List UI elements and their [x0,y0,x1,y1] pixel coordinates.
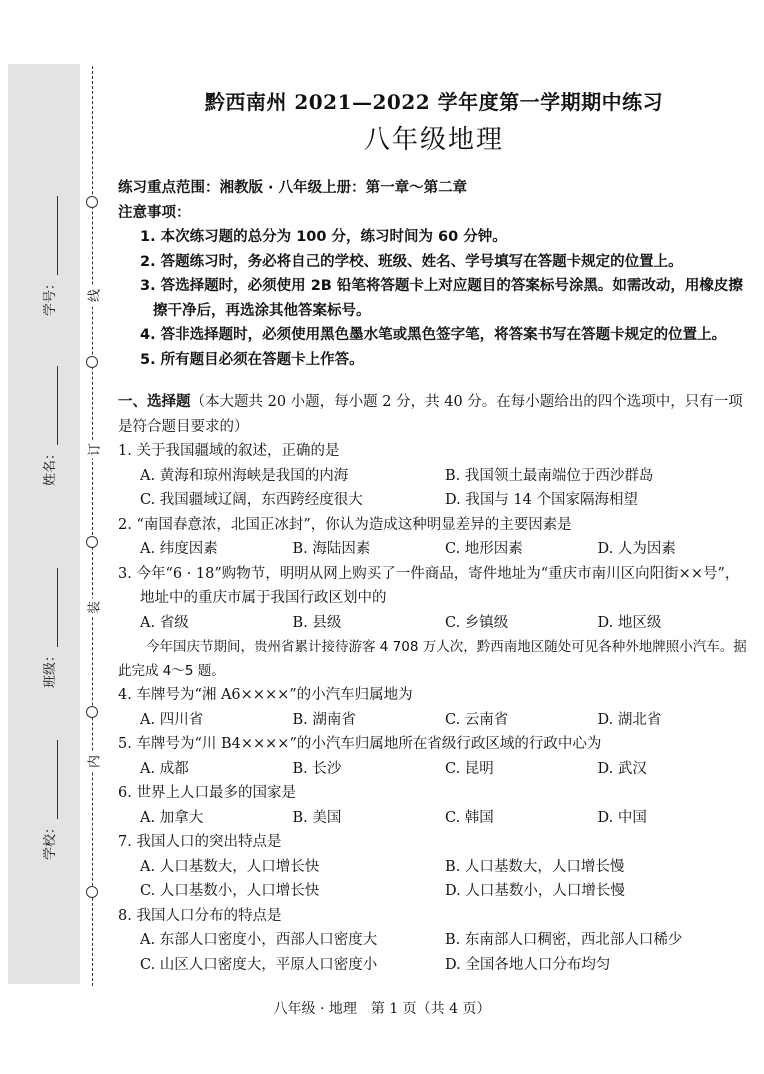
question-1: 1. 关于我国疆域的叙述，正确的是 [118,443,340,459]
binding-char-nei: 内 [84,753,103,771]
option[interactable]: C. 人口基数小，人口增长快 [140,883,320,899]
question-3-cont: 地址中的重庆市属于我国行政区划中的 [140,590,387,606]
notice-item: 2. 答题练习时，务必将自己的学校、班级、姓名、学号填写在答题卡规定的位置上。 [140,253,683,270]
option[interactable]: A. 加拿大 [140,809,204,826]
option[interactable]: A. 纬度因素 [140,541,218,557]
school-label: 学校： [43,820,58,860]
option[interactable]: B. 我国领土最南端位于西沙群岛 [445,467,654,484]
section-title: 一、选择题 [118,394,191,410]
option[interactable]: A. 四川省 [140,711,204,728]
options-4 [118,708,750,733]
notice-item: 3. 答选择题时，必须使用 2B 铅笔将答题卡上对应题目的答案标号涂黑。如需改动，用橡皮擦擦干净后，再选涂其他答案标号。 [140,278,743,319]
options-2 [118,537,750,562]
reading-material: 今年国庆节期间，贵州省累计接待游客 4 708 万人次，黔西南地区随处可见各种外地牌照小汽车。据此完成 4～5 题。 [118,639,747,679]
question-5: 5. 车牌号为“川 B4××××”的小汽车归属地所在省级行政区域的行政中心为 [118,736,602,752]
option[interactable]: D. 人口基数小，人口增长慢 [445,883,625,899]
school-field[interactable] [34,740,58,860]
section-desc: （本大题共 20 小题，每小题 2 分，共 40 分。在每小题给出的四个选项中，只有一项是符合题目要求的） [118,394,743,435]
binding-circle [86,196,98,208]
exam-content [118,86,750,977]
page-footer: 八年级 · 地理 第 1 页（共 4 页） [273,1001,491,1017]
notice-item: 1. 本次练习题的总分为 100 分，练习时间为 60 分钟。 [140,229,507,245]
binding-circle [86,886,98,898]
class-label: 班级： [43,648,58,688]
option[interactable]: C. 昆明 [445,760,494,777]
question-2: 2. “南国春意浓，北国正冰封”，你认为造成这种明显差异的主要因素是 [118,516,572,533]
name-field[interactable] [34,366,58,486]
question-3: 3. 今年“6 · 18”购物节，明明从网上购买了一件商品，寄件地址为“重庆市南川区向阳街××号”， [118,565,740,582]
options-1 [118,464,750,513]
notice-item: 5. 所有题目必须在答题卡上作答。 [140,351,364,368]
notice-heading: 注意事项： [118,204,191,221]
option[interactable]: D. 武汉 [597,760,647,777]
option[interactable]: A. 人口基数大，人口增长快 [140,858,320,875]
option[interactable]: C. 云南省 [445,711,509,728]
option[interactable]: C. 乡镇级 [445,614,509,631]
options-6 [118,806,750,831]
option[interactable]: D. 中国 [597,809,647,826]
student-id-label: 学号： [43,276,58,316]
option[interactable]: A. 黄海和琼州海峡是我国的内海 [140,467,349,484]
question-4: 4. 车牌号为“湘 A6××××”的小汽车归属地为 [118,687,413,703]
option[interactable]: D. 地区级 [597,614,662,631]
binding-circle [86,356,98,368]
option[interactable]: C. 我国疆域辽阔，东西跨经度很大 [140,492,363,508]
question-8: 8. 我国人口分布的特点是 [118,907,282,924]
options-5 [118,757,750,782]
option[interactable]: D. 全国各地人口分布均匀 [445,956,611,973]
option[interactable]: B. 长沙 [292,760,342,777]
option[interactable]: A. 省级 [140,614,189,631]
binding-char-zhuang: 装 [84,599,103,617]
option[interactable]: B. 美国 [292,809,342,826]
exam-title: 黔西南州 2021—2022 学年度第一学期期中练习 [204,90,664,114]
option[interactable]: D. 我国与 14 个国家隔海相望 [445,492,638,508]
option[interactable]: D. 湖北省 [597,711,662,728]
option[interactable]: C. 地形因素 [445,541,523,557]
student-id-field[interactable] [34,196,58,316]
name-label: 姓名： [43,446,58,486]
options-7 [118,855,750,904]
option[interactable]: D. 人为因素 [597,541,676,557]
option[interactable]: B. 东南部人口稠密，西北部人口稀少 [445,932,683,948]
options-3 [118,611,750,636]
option[interactable]: B. 人口基数大，人口增长慢 [445,858,625,875]
option[interactable]: A. 成都 [140,760,189,777]
options-8 [118,928,750,977]
question-6: 6. 世界上人口最多的国家是 [118,785,296,801]
section-heading [118,390,750,439]
binding-circle [86,536,98,548]
option[interactable]: C. 韩国 [445,809,494,826]
option[interactable]: B. 县级 [292,614,342,631]
option[interactable]: A. 东部人口密度小，西部人口密度大 [140,932,378,948]
binding-char-xian: 线 [84,287,103,305]
option[interactable]: C. 山区人口密度大，平原人口密度小 [140,956,378,973]
option[interactable]: B. 湖南省 [292,711,356,728]
class-field[interactable] [34,568,58,688]
exam-subject: 八年级地理 [363,125,504,155]
binding-char-ding: 订 [84,441,103,459]
question-7: 7. 我国人口的突出特点是 [118,834,282,850]
scope-line: 练习重点范围：湘教版 · 八年级上册：第一章～第二章 [118,180,468,196]
notice-item: 4. 答非选择题时，必须使用黑色墨水笔或黑色签字笔，将答案书写在答题卡规定的位置上。 [140,327,727,343]
binding-circle [86,706,98,718]
option[interactable]: B. 海陆因素 [292,541,371,557]
